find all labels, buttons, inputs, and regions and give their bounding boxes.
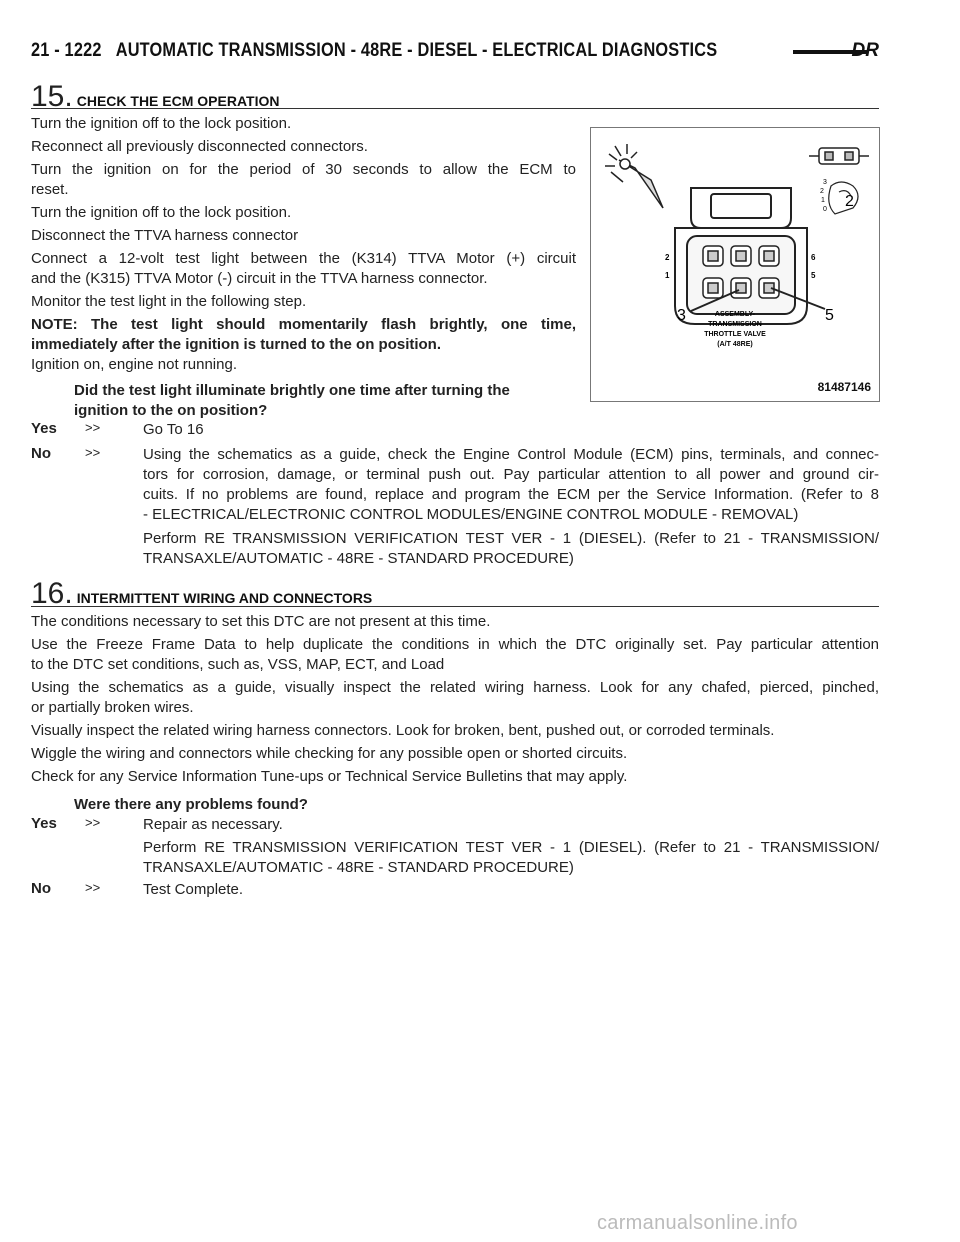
yes-text: Go To 16 <box>143 421 204 438</box>
arrow-glyph: >> <box>85 815 101 830</box>
pin-label: 1 <box>665 271 670 280</box>
response-yes-16 <box>31 815 879 875</box>
pin-label: 6 <box>811 253 816 262</box>
no-line: TRANSAXLE/AUTOMATIC - 48RE - STANDARD PROCEDURE) <box>143 550 574 567</box>
figure-label: THROTTLE VALVE <box>704 331 766 338</box>
step-line: Turn the ignition off to the lock position. <box>31 204 292 221</box>
header-code: DR <box>851 40 879 61</box>
yes-label: Yes <box>31 420 57 437</box>
section-15-heading <box>31 80 879 113</box>
page-header <box>31 40 879 66</box>
yes-line: Perform RE TRANSMISSION VERIFICATION TEST VER - 1 (DIESEL). (Refer to 21 - TRANSMISSION/ <box>143 839 879 856</box>
connector-figure <box>590 127 880 402</box>
no-label: No <box>31 880 51 897</box>
yes-label: Yes <box>31 815 57 832</box>
header-title <box>31 40 717 62</box>
step-line: Turn the ignition on for the period of 30 seconds to allow the ECM to <box>31 161 576 178</box>
body-line: Use the Freeze Frame Data to help duplicate the conditions in which the DTC originally set. Pay particular attention <box>31 636 879 653</box>
step-line: Connect a 12-volt test light between the (K314) TTVA Motor (+) circuit <box>31 250 576 267</box>
step-line: Disconnect the TTVA harness connector <box>31 227 299 244</box>
section-16-number: 16. <box>31 577 73 610</box>
response-yes-15 <box>31 420 879 440</box>
section-16-title: INTERMITTENT WIRING AND CONNECTORS <box>76 590 373 606</box>
figure-id: 81487146 <box>817 380 871 394</box>
note-line: NOTE: The test light should momentarily flash brightly, one time, <box>31 316 576 333</box>
arrow-glyph: >> <box>85 880 101 895</box>
yes-line: TRANSAXLE/AUTOMATIC - 48RE - STANDARD PROCEDURE) <box>143 859 574 876</box>
step-line: and the (K315) TTVA Motor (-) circuit in the TTVA harness connector. <box>31 270 488 287</box>
no-line: - ELECTRICAL/ELECTRONIC CONTROL MODULES/ENGINE CONTROL MODULE - REMOVAL) <box>143 506 799 523</box>
pin-label: 2 <box>665 253 670 262</box>
body-line: to the DTC set conditions, such as, VSS, MAP, ECT, and Load <box>31 656 445 673</box>
body-line: Using the schematics as a guide, visually inspect the related wiring harness. Look for any chafed, pierced, pinched, <box>31 679 879 696</box>
callout-5: 5 <box>825 307 834 324</box>
no-line: tors for corrosion, damage, or terminal push out. Pay particular attention to all power and ground cir- <box>143 466 879 483</box>
inset-number: 0 <box>823 206 827 213</box>
question-line: Did the test light illuminate brightly one time after turning the <box>74 382 510 399</box>
body-line: Visually inspect the related wiring harness connectors. Look for broken, bent, pushed out, or corroded terminals. <box>31 722 775 739</box>
no-line: Using the schematics as a guide, check the Engine Control Module (ECM) pins, terminals, and connec- <box>143 446 879 463</box>
response-no-16 <box>31 880 879 900</box>
body-line: Wiggle the wiring and connectors while checking for any possible open or shorted circuits. <box>31 745 628 762</box>
response-no-15 <box>31 445 879 570</box>
inset-number: 3 <box>823 179 827 186</box>
action-line: Ignition on, engine not running. <box>31 356 237 373</box>
body-line: The conditions necessary to set this DTC are not present at this time. <box>31 613 491 630</box>
figure-label: ASSEMBLY- <box>714 311 756 318</box>
step-line: Reconnect all previously disconnected connectors. <box>31 138 368 155</box>
header-page-ref: 21 - 1222 <box>31 40 102 61</box>
no-line: Perform RE TRANSMISSION VERIFICATION TEST VER - 1 (DIESEL). (Refer to 21 - TRANSMISSION/ <box>143 530 879 547</box>
note-line: immediately after the ignition is turned to the on position. <box>31 336 442 353</box>
section-15-number: 15. <box>31 80 73 113</box>
pin-label: 5 <box>811 271 816 280</box>
question-line: Were there any problems found? <box>74 796 308 813</box>
callout-3: 3 <box>677 307 686 324</box>
section-16-heading <box>31 577 879 610</box>
step-line: reset. <box>31 181 69 198</box>
question-line: ignition to the on position? <box>74 402 268 419</box>
inset-number: 1 <box>821 197 825 204</box>
no-label: No <box>31 445 51 462</box>
yes-text <box>143 815 879 878</box>
body-line: Check for any Service Information Tune-ups or Technical Service Bulletins that may apply. <box>31 768 628 785</box>
figure-label: (A/T 48RE) <box>717 341 753 348</box>
watermark: carmanualsonline.info <box>597 1212 798 1234</box>
arrow-glyph: >> <box>85 445 101 460</box>
body-line: or partially broken wires. <box>31 699 194 716</box>
no-line: cuits. If no problems are found, replace and program the ECM per the Service Information. (Refer to 8 <box>143 486 879 503</box>
step-line: Monitor the test light in the following step. <box>31 293 307 310</box>
step-line: Turn the ignition off to the lock position. <box>31 115 292 132</box>
inset-number: 2 <box>820 188 824 195</box>
arrow-glyph: >> <box>85 420 101 435</box>
no-text <box>143 445 879 569</box>
connector-illustration <box>591 128 879 401</box>
no-text: Test Complete. <box>143 881 244 898</box>
yes-line: Repair as necessary. <box>143 816 283 833</box>
section-15-steps <box>31 114 576 421</box>
inset-callout: 2 <box>845 193 854 210</box>
section-15-title: CHECK THE ECM OPERATION <box>76 93 280 109</box>
header-section-title: AUTOMATIC TRANSMISSION - 48RE - DIESEL - ELECTRICAL DIAGNOSTICS <box>115 40 718 61</box>
figure-label: TRANSMISSION <box>708 321 762 328</box>
section-16-body <box>31 612 879 815</box>
